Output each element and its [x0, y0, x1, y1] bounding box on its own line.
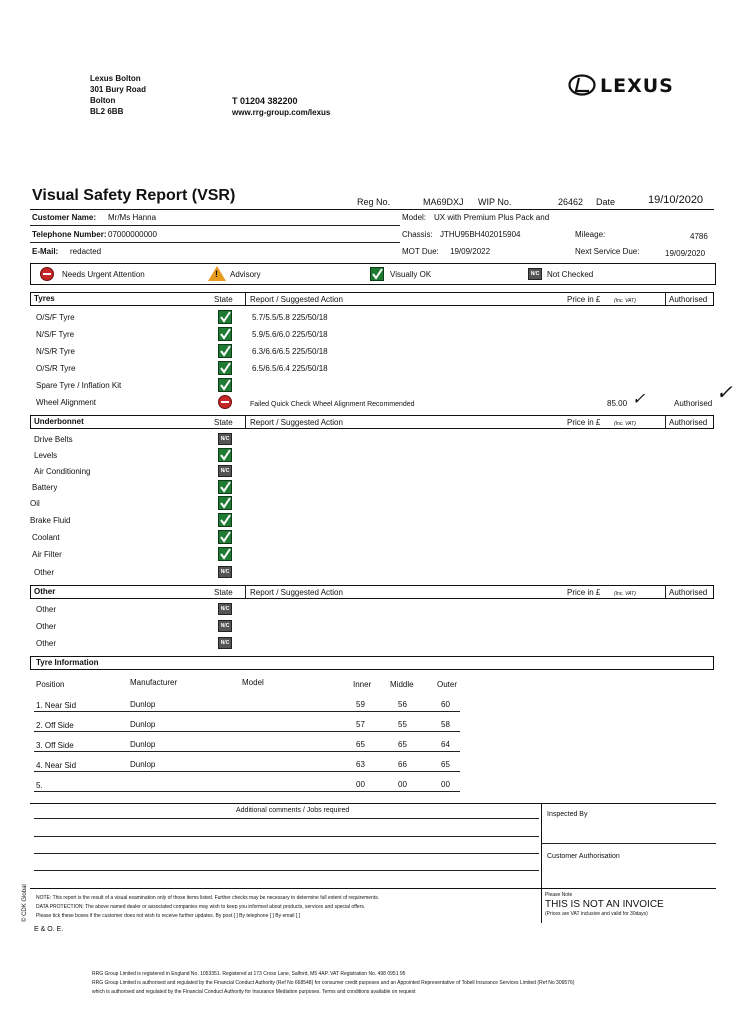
model-header: Model	[242, 678, 264, 687]
customer-phone-label: Telephone Number:	[32, 230, 107, 239]
tyre-row-label: Wheel Alignment	[36, 398, 97, 407]
chassis-label: Chassis:	[402, 230, 433, 239]
dealer-phone: T 01204 382200	[232, 96, 298, 106]
report-header: Report / Suggested Action	[250, 418, 343, 427]
please-note-label: Please Note	[545, 892, 573, 898]
tyre-position: 1. Near Sid	[36, 701, 77, 710]
divider	[34, 731, 460, 732]
tyre-info-header	[30, 656, 714, 670]
next-service-value: 19/09/2020	[665, 249, 706, 258]
customer-email-label: E-Mail:	[32, 247, 59, 256]
urgent-icon	[218, 395, 232, 409]
tyre-inner: 59	[356, 700, 365, 709]
tyre-outer: 60	[441, 700, 450, 709]
dealer-street: 301 Bury Road	[90, 85, 147, 94]
divider	[34, 771, 460, 772]
underbonnet-row-label: Oil	[30, 499, 40, 508]
tyre-inner: 00	[356, 780, 365, 789]
tyre-row-label: O/S/F Tyre	[36, 313, 75, 322]
ok-icon	[218, 361, 232, 375]
tyre-row-report: 6.3/6.6/6.5 225/50/18	[252, 347, 328, 356]
tyre-outer: 64	[441, 740, 450, 749]
underbonnet-title: Underbonnet	[34, 417, 84, 426]
tyre-row-label: N/S/R Tyre	[36, 347, 75, 356]
tyre-manufacturer: Dunlop	[130, 720, 156, 729]
tyre-info-title: Tyre Information	[36, 658, 99, 667]
legend-urgent: Needs Urgent Attention	[62, 270, 145, 279]
inspected-by-label: Inspected By	[547, 811, 588, 818]
footer-line-1: RRG Group Limited is registered in England No. 1053351. Registered at 173 Cross Lane, Salford, M5 4AP. VAT Registration No. 498 0951 95	[92, 971, 406, 977]
mot-value: 19/09/2022	[450, 247, 491, 256]
tyre-row-report: 5.7/5.5/5.8 225/50/18	[252, 313, 328, 322]
other-row-label: Other	[36, 639, 57, 648]
urgent-icon	[40, 267, 54, 281]
divider	[30, 225, 400, 226]
price-header: Price in £	[567, 588, 601, 597]
ok-icon	[218, 530, 232, 544]
tyre-row-label: O/S/R Tyre	[36, 364, 76, 373]
reg-label: Reg No.	[357, 197, 391, 207]
authorised-header: Authorised	[669, 295, 708, 304]
mileage-value: 4786	[690, 232, 708, 241]
divider	[665, 585, 666, 599]
next-service-label: Next Service Due:	[575, 247, 640, 256]
report-header: Report / Suggested Action	[250, 588, 343, 597]
chassis-value: JTHU95BH402015904	[440, 230, 521, 239]
tyres-header	[30, 292, 714, 306]
lexus-logo	[568, 72, 713, 98]
divider	[30, 242, 400, 243]
other-title: Other	[34, 587, 56, 596]
legend-not-checked: Not Checked	[547, 270, 594, 279]
check-mark-icon: ✓	[716, 382, 733, 404]
tyre-position: 5.	[36, 781, 43, 790]
not-checked-icon: N/C	[218, 620, 232, 632]
other-header	[30, 585, 714, 599]
divider	[30, 888, 716, 889]
not-checked-icon: N/C	[218, 637, 232, 649]
price-header: Price in £	[567, 418, 601, 427]
tyre-middle: 66	[398, 760, 407, 769]
tyre-inner: 57	[356, 720, 365, 729]
dealer-name: Lexus Bolton	[90, 74, 141, 83]
inc-vat-header: (Inc. VAT)	[614, 298, 636, 304]
ok-icon	[218, 496, 232, 510]
comments-title: Additional comments / Jobs required	[236, 807, 350, 814]
tyre-middle: 65	[398, 740, 407, 749]
data-protection-text: DATA PROTECTION: The above named dealer or associated companies may wish to keep you informed about products, services and special offers.	[36, 904, 366, 910]
state-header: State	[214, 418, 233, 427]
tyres-title: Tyres	[34, 294, 55, 303]
customer-authorisation-label: Customer Authorisation	[547, 853, 620, 860]
divider	[245, 415, 246, 429]
report-header: Report / Suggested Action	[250, 295, 343, 304]
tyre-row-report: Failed Quick Check Wheel Alignment Recommended	[250, 401, 415, 408]
tyre-inner: 63	[356, 760, 365, 769]
ok-icon	[218, 310, 232, 324]
date-label: Date	[596, 197, 616, 207]
position-header: Position	[36, 680, 65, 689]
legend-advisory: Advisory	[230, 270, 261, 279]
not-checked-icon: N/C	[218, 465, 232, 477]
footer-line-3: which is authorised and regulated by the Financial Conduct Authority for Insurance Mediation purposes. Terms and conditions available on request	[92, 989, 416, 995]
ok-icon	[218, 547, 232, 561]
tyre-manufacturer: Dunlop	[130, 700, 156, 709]
middle-header: Middle	[390, 680, 414, 689]
tyre-row-label: Spare Tyre / Inflation Kit	[36, 381, 122, 390]
manufacturer-header: Manufacturer	[130, 678, 178, 687]
comment-line	[34, 818, 539, 819]
tyre-position: 2. Off Side	[36, 721, 74, 730]
divider	[665, 292, 666, 306]
inc-vat-header: (Inc. VAT)	[614, 591, 636, 597]
wip-label: WIP No.	[478, 197, 512, 207]
divider	[34, 791, 460, 792]
ok-icon	[218, 378, 232, 392]
customer-email-value: redacted	[70, 247, 102, 256]
ok-icon	[370, 267, 384, 281]
comment-line	[34, 870, 539, 871]
note-text: NOTE: This report is the result of a visual examination only of those items listed. Further checks may be necessary to determine full extent of requirements.	[36, 895, 380, 901]
title-underline	[30, 209, 714, 210]
ok-icon	[218, 513, 232, 527]
tyre-manufacturer: Dunlop	[130, 740, 156, 749]
reg-value: MA69DXJ	[423, 197, 464, 207]
tyre-inner: 65	[356, 740, 365, 749]
underbonnet-row-label: Other	[34, 568, 55, 577]
underbonnet-row-label: Coolant	[32, 533, 60, 542]
underbonnet-row-label: Battery	[32, 483, 58, 492]
date-value: 19/10/2020	[648, 194, 704, 206]
divider	[30, 803, 716, 804]
ok-icon	[218, 448, 232, 462]
ok-icon	[218, 327, 232, 341]
legend-ok: Visually OK	[390, 270, 432, 279]
state-header: State	[214, 295, 233, 304]
comment-line	[34, 836, 539, 837]
mot-label: MOT Due:	[402, 247, 439, 256]
report-title: Visual Safety Report (VSR)	[32, 187, 236, 204]
state-header: State	[214, 588, 233, 597]
divider	[665, 415, 666, 429]
not-checked-icon: N/C	[218, 433, 232, 445]
cdk-side-mark: © CDK Global	[22, 884, 28, 922]
customer-name-label: Customer Name:	[32, 213, 97, 222]
underbonnet-row-label: Air Filter	[32, 550, 62, 559]
dealer-postcode: BL2 6BB	[90, 107, 124, 116]
divider	[245, 585, 246, 599]
ok-icon	[218, 480, 232, 494]
not-checked-icon: N/C	[528, 268, 542, 280]
alignment-authorised: Authorised	[674, 399, 713, 408]
tyre-middle: 00	[398, 780, 407, 789]
not-invoice-label: THIS IS NOT AN INVOICE	[545, 899, 664, 910]
footer-line-2: RRG Group Limited is authorised and regulated by the Financial Conduct Authority (Ref No 668548) for consumer credit purposes and an Appointed Representative of Tobell Insurance Services Limited (Ref No 309576)	[92, 980, 575, 986]
outer-header: Outer	[437, 680, 458, 689]
underbonnet-row-label: Levels	[34, 451, 58, 460]
authorised-header: Authorised	[669, 418, 708, 427]
comment-line	[34, 853, 539, 854]
model-label: Model:	[402, 213, 427, 222]
tyre-middle: 55	[398, 720, 407, 729]
tyre-position: 4. Near Sid	[36, 761, 77, 770]
alignment-price: 85.00	[607, 399, 628, 408]
tick-boxes-text: Please tick these boxes if the customer does not wish to receive further updates. By post [ ] By telephone [ ] By email [ ]	[36, 913, 301, 919]
underbonnet-header	[30, 415, 714, 429]
customer-phone-value: 07000000000	[108, 230, 157, 239]
divider	[541, 803, 542, 923]
prices-note: (Prices are VAT inclusive and valid for 30days)	[545, 911, 648, 917]
tyre-row-report: 5.9/5.6/6.0 225/50/18	[252, 330, 328, 339]
eoe-text: E & O. E.	[34, 926, 64, 933]
divider	[34, 751, 460, 752]
other-row-label: Other	[36, 622, 57, 631]
mileage-label: Mileage:	[575, 230, 606, 239]
divider	[245, 292, 246, 306]
customer-name-value: Mr/Ms Hanna	[108, 213, 157, 222]
divider	[541, 843, 716, 844]
underbonnet-row-label: Brake Fluid	[30, 516, 71, 525]
other-row-label: Other	[36, 605, 57, 614]
not-checked-icon: N/C	[218, 603, 232, 615]
authorised-header: Authorised	[669, 588, 708, 597]
model-value: UX with Premium Plus Pack and	[434, 213, 550, 222]
ok-icon	[218, 344, 232, 358]
divider	[34, 711, 460, 712]
tyre-outer: 58	[441, 720, 450, 729]
inc-vat-header: (Inc. VAT)	[614, 421, 636, 427]
advisory-icon: !	[208, 266, 226, 281]
dealer-web: www.rrg-group.com/lexus	[232, 108, 331, 117]
underbonnet-row-label: Drive Belts	[34, 435, 73, 444]
lexus-wordmark: LEXUS	[600, 75, 674, 97]
underbonnet-row-label: Air Conditioning	[34, 467, 91, 476]
inner-header: Inner	[353, 680, 372, 689]
tyre-outer: 65	[441, 760, 450, 769]
tyre-row-label: N/S/F Tyre	[36, 330, 75, 339]
tyre-row-report: 6.5/6.5/6.4 225/50/18	[252, 364, 328, 373]
dealer-town: Bolton	[90, 96, 116, 105]
price-header: Price in £	[567, 295, 601, 304]
tyre-position: 3. Off Side	[36, 741, 74, 750]
not-checked-icon: N/C	[218, 566, 232, 578]
tyre-manufacturer: Dunlop	[130, 760, 156, 769]
check-mark-icon: ✓	[632, 391, 646, 408]
tyre-middle: 56	[398, 700, 407, 709]
lexus-emblem-icon	[568, 72, 598, 98]
tyre-outer: 00	[441, 780, 450, 789]
wip-value: 26462	[558, 197, 584, 207]
